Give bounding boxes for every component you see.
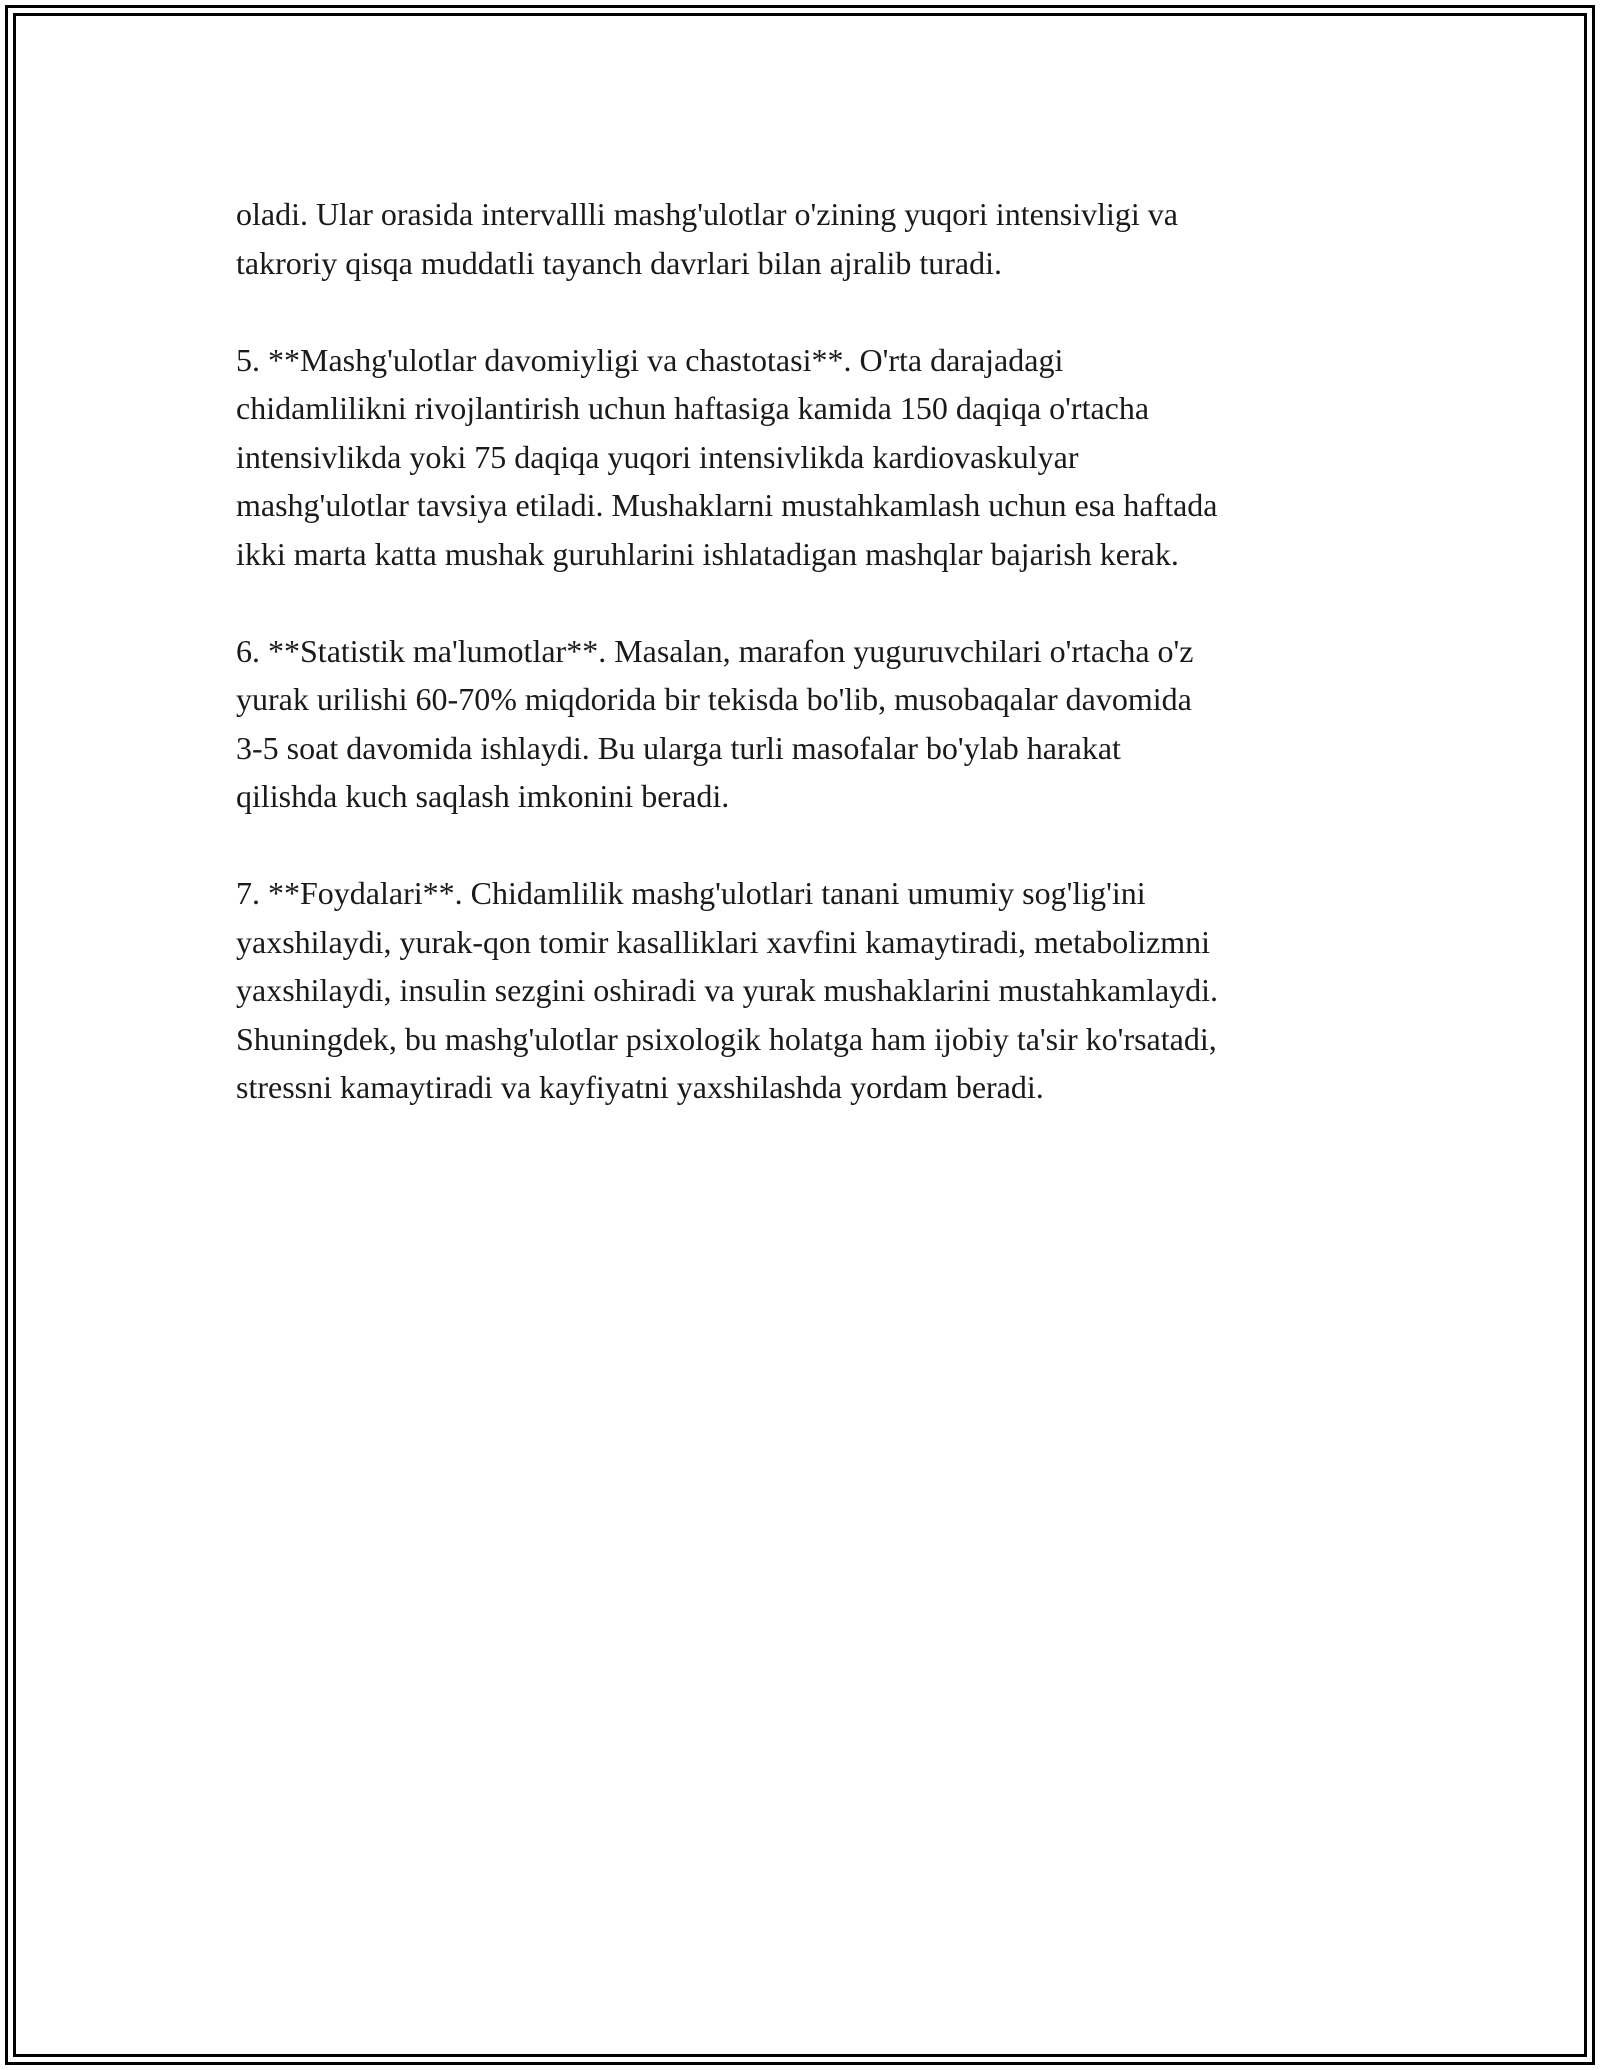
text-line: mashg'ulotlar tavsiya etiladi. Mushaklarni mustahkamlash uchun esa haftada [236,487,1218,523]
text-line: yaxshilaydi, insulin sezgini oshiradi va yurak mushaklarini mustahkamlaydi. [236,972,1219,1008]
text-line: ikki marta katta mushak guruhlarini ishlatadigan mashqlar bajarish kerak. [236,535,1179,572]
text-line: oladi. Ular orasida intervallli mashg'ulotlar o'zining yuqori intensivligi va [236,196,1178,232]
text-line: stressni kamaytiradi va kayfiyatni yaxshilashda yordam beradi. [236,1069,1044,1105]
paragraph-intro [236,190,1376,287]
text-line: 5. **Mashg'ulotlar davomiyligi va chastotasi**. O'rta darajadagi [236,341,1064,378]
text-line: 6. **Statistik ma'lumotlar**. Masalan, marafon yuguruvchilari o'rtacha o'z [236,632,1194,669]
text-line: takroriy qisqa muddatli tayanch davrlari bilan ajralib turadi. [236,244,1002,281]
document-body [236,190,1376,1160]
paragraph-duration-frequency [236,336,1376,579]
text-line: 3-5 soat davomida ishlaydi. Bu ularga turli masofalar bo'ylab harakat [236,729,1121,766]
text-line: chidamlilikni rivojlantirish uchun haftasiga kamida 150 daqiqa o'rtacha [236,390,1150,426]
text-line: Shuningdek, bu mashg'ulotlar psixologik holatga ham ijobiy ta'sir ko'rsatadi, [236,1020,1217,1057]
text-line: intensivlikda yoki 75 daqiqa yuqori intensivlikda kardiovaskulyar [236,438,1079,475]
paragraph-benefits [236,869,1376,1112]
text-line: 7. **Foydalari**. Chidamlilik mashg'ulotlari tanani umumiy sog'lig'ini [236,875,1146,911]
text-line: yurak urilishi 60-70% miqdorida bir tekisda bo'lib, musobaqalar davomida [236,681,1192,717]
text-line: qilishda kuch saqlash imkonini beradi. [236,778,730,814]
paragraph-statistics [236,627,1376,821]
text-line: yaxshilaydi, yurak-qon tomir kasalliklari xavfini kamaytiradi, metabolizmni [236,923,1210,960]
